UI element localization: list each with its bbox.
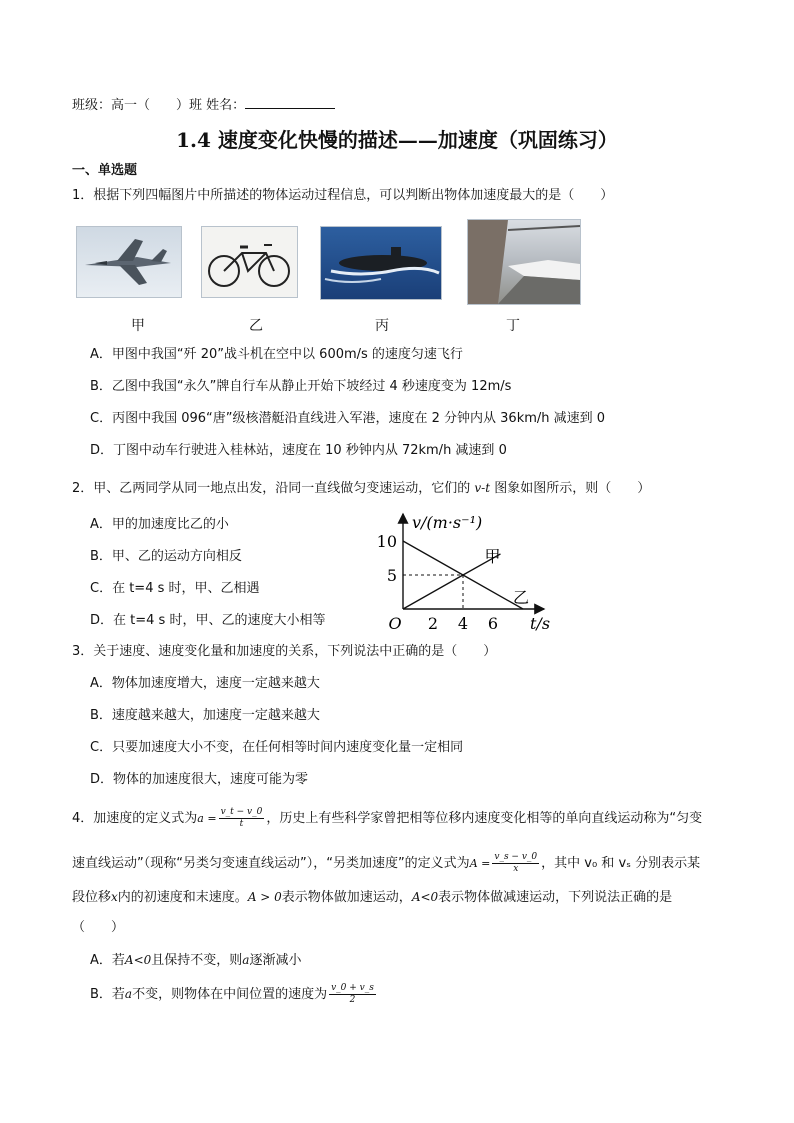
name-blank[interactable] (245, 96, 335, 109)
q1-option-d: D．丁图中动车行驶进入桂林站，速度在 10 秒钟内从 72km/h 减速到 0 (90, 443, 507, 458)
q1-option-b: B．乙图中我国“永久”牌自行车从静止开始下坡经过 4 秒速度变为 12m/s (90, 379, 512, 394)
q3-option-b: B．速度越来越大，加速度一定越来越大 (90, 708, 320, 723)
train-station-image (467, 219, 581, 305)
q2-stem: 2．甲、乙两同学从同一地点出发，沿同一直线做匀变速运动，它们的 v-t 图象如图所示，则（ ） (72, 481, 651, 496)
series-label-1: 乙 (513, 588, 530, 607)
q4-line-2: 速直线运动”（现称“另类匀变速直线运动”），“另类加速度”的定义式为A = $\frac{v\_s - v\_0}{x}$ ，其中 v₀ 和 vₛ 分别表示某 (72, 852, 701, 874)
y-tick-label: 10 (376, 532, 397, 551)
q4-fraction-A: $\frac{v\_s - v\_0}{x}$ (494, 852, 538, 874)
section-heading: 一、单选题 (72, 163, 138, 178)
caption-yi: 乙 (249, 318, 263, 334)
origin-label: O (388, 614, 402, 633)
x-tick-label: 4 (457, 614, 469, 633)
y-axis-label: v/(m·s⁻¹) (412, 513, 483, 532)
q2-option-b: B．甲、乙的运动方向相反 (90, 549, 242, 564)
q2-option-c: C．在 t=4 s 时，甲、乙相遇 (90, 581, 260, 596)
fighter-jet-image (76, 226, 182, 298)
q3-option-d: D．物体的加速度很大，速度可能为零 (90, 772, 309, 787)
series-label-0: 甲 (484, 546, 501, 566)
q1-stem: 1．根据下列四幅图片中所描述的物体运动过程信息，可以判断出物体加速度最大的是（ ） (72, 188, 614, 203)
q4-line-4: （ ） (72, 920, 125, 935)
q1-option-a: A．甲图中我国“歼 20”战斗机在空中以 600m/s 的速度匀速飞行 (90, 347, 463, 362)
page-title: 1.4 速度变化快慢的描述——加速度（巩固练习） (176, 128, 618, 152)
q4-line-3: 段位移x内的初速度和末速度。A > 0表示物体做加速运动，A<0表示物体做减速运动，下列说法正确的是 (72, 890, 673, 905)
caption-bing: 丙 (375, 318, 389, 334)
q2-option-a: A．甲的加速度比乙的小 (90, 517, 229, 532)
q2-option-d: D．在 t=4 s 时，甲、乙的速度大小相等 (90, 613, 326, 628)
x-tick-label: 6 (487, 614, 499, 633)
caption-jia: 甲 (131, 318, 145, 334)
vt-graph (368, 508, 568, 636)
q1-option-c: C．丙图中我国 096“唐”级核潜艇沿直线进入军港，速度在 2 分钟内从 36km/h 减速到 0 (90, 411, 606, 426)
bicycle-image (201, 226, 298, 298)
q3-option-c: C．只要加速度大小不变，在任何相等时间内速度变化量一定相同 (90, 740, 464, 755)
class-name-line: 班级：高一（ ）班 姓名： (72, 96, 335, 115)
submarine-image (320, 226, 442, 300)
q4-option-a: A．若A<0且保持不变，则a逐渐减小 (90, 953, 302, 968)
x-tick-label: 2 (427, 614, 439, 633)
q4-fraction-mid: $\frac{v\_0 + v\_s}{2}$ (331, 983, 374, 1005)
q4-fraction-a: $\frac{v\_t - v\_0}{t}$ (220, 807, 263, 829)
q3-stem: 3．关于速度、速度变化量和加速度的关系，下列说法中正确的是（ ） (72, 644, 497, 659)
q4-line-1: 4．加速度的定义式为a = $\frac{v\_t - v\_0}{t}$ ，历史上有些科学家曾把相等位移内速度变化相等的单向直线运动称为“匀变 (72, 807, 703, 829)
y-tick-label: 5 (386, 566, 397, 585)
x-axis-label: t/s (530, 614, 551, 633)
q4-option-b: B．若a不变，则物体在中间位置的速度为 $\frac{v\_0 + v\_s}{2}$ (90, 983, 374, 1005)
caption-ding: 丁 (506, 318, 520, 334)
q3-option-a: A．物体加速度增大，速度一定越来越大 (90, 676, 320, 691)
